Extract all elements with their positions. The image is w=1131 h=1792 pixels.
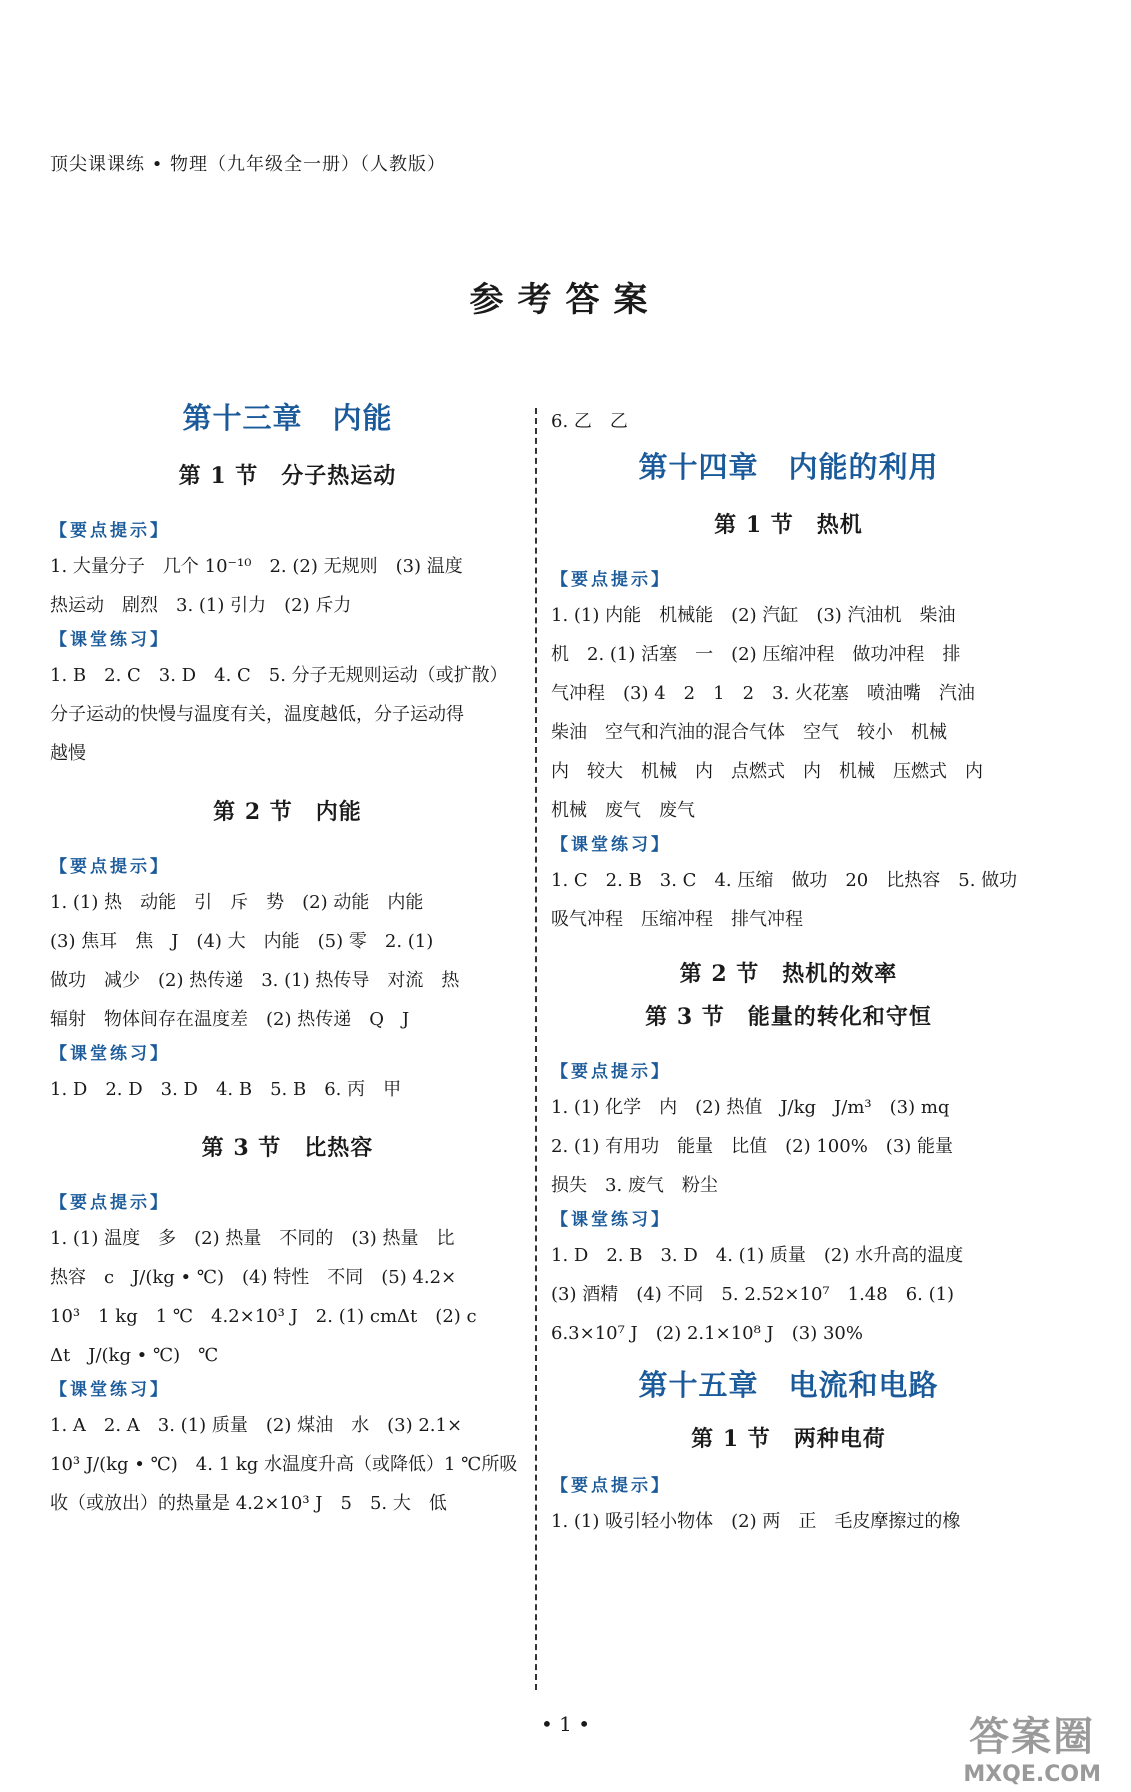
exercise-tag: 【课堂练习】 [50,1044,170,1064]
left-column [50,396,525,1523]
key-points-tag: 【要点提示】 [50,857,170,877]
answer-line: 1. (1) 吸引轻小物体 (2) 两 正 毛皮摩擦过的橡 [551,1511,961,1532]
section-heading: 第 1 节 热机 [714,512,863,538]
key-points-tag: 【要点提示】 [551,1476,671,1496]
answer-line: 1. D 2. D 3. D 4. B 5. B 6. 丙 甲 [50,1079,402,1100]
answer-line: 2. (1) 有用功 能量 比值 (2) 100% (3) 能量 [551,1136,954,1157]
answer-line: 吸气冲程 压缩冲程 排气冲程 [551,909,803,930]
key-points-tag: 【要点提示】 [50,1193,170,1213]
answer-line: 1. A 2. A 3. (1) 质量 (2) 煤油 水 (3) 2.1× [50,1415,463,1436]
section-heading: 第 2 节 热机的效率 [679,961,898,987]
answer-line: 1. C 2. B 3. C 4. 压缩 做功 20 比热容 5. 做功 [551,870,1018,891]
answer-line: 内 较大 机械 内 点燃式 内 机械 压燃式 内 [551,761,983,782]
answer-line: 1. D 2. B 3. D 4. (1) 质量 (2) 水升高的温度 [551,1245,964,1266]
answer-line: 气冲程 (3) 4 2 1 2 3. 火花塞 喷油嘴 汽油 [551,683,975,704]
answer-line: 1. (1) 内能 机械能 (2) 汽缸 (3) 汽油机 柴油 [551,605,956,626]
answer-line: 机械 废气 废气 [551,800,695,821]
answer-line: 损失 3. 废气 粉尘 [551,1175,718,1196]
column-divider [535,408,537,1690]
answer-line: (3) 焦耳 焦 J (4) 大 内能 (5) 零 2. (1) [50,931,434,952]
chapter-13-heading: 第十三章 内能 [182,401,393,435]
exercise-tag: 【课堂练习】 [50,630,170,650]
key-points-tag: 【要点提示】 [50,521,170,541]
answer-line: 10³ 1 kg 1 ℃ 4.2×10³ J 2. (1) cmΔt (2) c [50,1306,477,1327]
book-header: 顶尖课课练 • 物理（九年级全一册）（人教版） [50,154,447,175]
section-heading: 第 1 节 两种电荷 [691,1426,886,1452]
right-column [551,402,1026,1541]
key-points-tag: 【要点提示】 [551,570,671,590]
page-title: 参考答案 [469,280,662,320]
answer-line: 热运动 剧烈 3. (1) 引力 (2) 斥力 [50,595,352,616]
exercise-tag: 【课堂练习】 [551,835,671,855]
section-heading: 第 2 节 内能 [213,799,362,825]
answer-line: 6. 乙 乙 [551,411,628,432]
answer-line: 1. (1) 温度 多 (2) 热量 不同的 (3) 热量 比 [50,1228,455,1249]
answer-line: 热容 c J/(kg • ℃) (4) 特性 不同 (5) 4.2× [50,1267,457,1288]
section-heading: 第 3 节 能量的转化和守恒 [645,1004,932,1030]
watermark-text: 答案圈 [969,1714,1096,1760]
answer-line: 柴油 空气和汽油的混合气体 空气 较小 机械 [551,722,947,743]
watermark-logo [963,1705,1101,1787]
answer-line: 机 2. (1) 活塞 一 (2) 压缩冲程 做功冲程 排 [551,644,961,665]
section-heading: 第 3 节 比热容 [201,1135,374,1161]
section-heading: 第 1 节 分子热运动 [178,463,397,489]
exercise-tag: 【课堂练习】 [551,1210,671,1230]
exercise-tag: 【课堂练习】 [50,1380,170,1400]
answer-line: 越慢 [50,743,86,764]
answer-line: 1. (1) 化学 内 (2) 热值 J/kg J/m³ (3) mq [551,1097,950,1118]
answer-line: 10³ J/(kg • ℃) 4. 1 kg 水温度升高（或降低）1 ℃所吸 [50,1454,518,1475]
chapter-15-heading: 第十五章 电流和电路 [638,1368,939,1402]
answer-line: (3) 酒精 (4) 不同 5. 2.52×10⁷ 1.48 6. (1) [551,1284,955,1305]
chapter-14-heading: 第十四章 内能的利用 [638,450,939,484]
key-points-tag: 【要点提示】 [551,1062,671,1082]
page-number: • 1 • [540,1712,591,1736]
answer-line: 6.3×10⁷ J (2) 2.1×10⁸ J (3) 30% [551,1323,863,1344]
answer-line: 做功 减少 (2) 热传递 3. (1) 热传导 对流 热 [50,970,460,991]
watermark-url: MXQE.COM [963,1762,1101,1787]
answer-line: 1. (1) 热 动能 引 斥 势 (2) 动能 内能 [50,892,424,913]
answer-line: 1. B 2. C 3. D 4. C 5. 分子无规则运动（或扩散） [50,665,508,686]
answer-line: Δt J/(kg • ℃) ℃ [50,1345,219,1366]
answer-line: 收（或放出）的热量是 4.2×10³ J 5 5. 大 低 [50,1493,447,1514]
answer-line: 辐射 物体间存在温度差 (2) 热传递 Q J [50,1009,410,1030]
answer-line: 1. 大量分子 几个 10⁻¹⁰ 2. (2) 无规则 (3) 温度 [50,556,463,577]
answer-line: 分子运动的快慢与温度有关，温度越低，分子运动得 [50,704,464,725]
